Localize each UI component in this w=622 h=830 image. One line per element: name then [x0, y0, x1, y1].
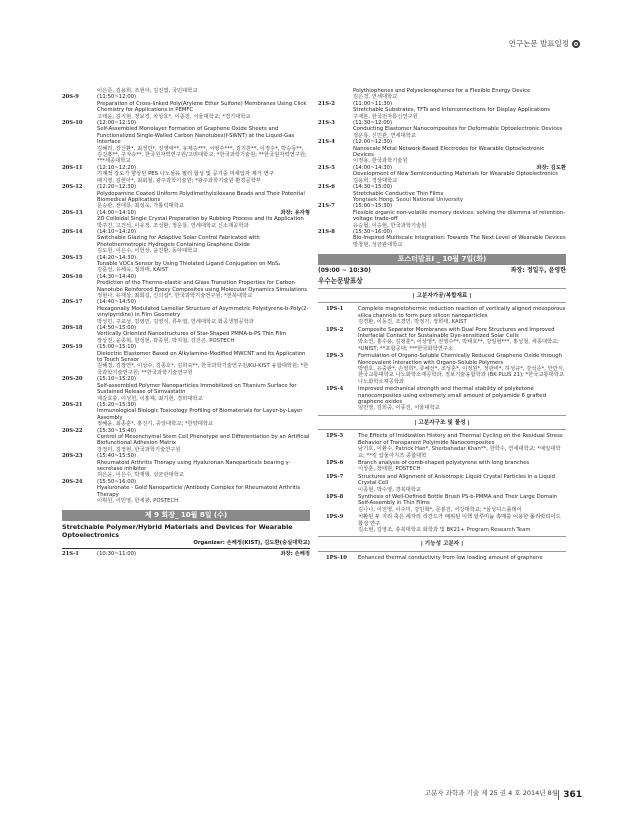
- entry-time: (11:30~12:00): [353, 120, 393, 127]
- entry-body: [353, 120, 566, 139]
- entry-code: 20S-23: [62, 453, 83, 460]
- poster-code: 1PS-10: [326, 554, 347, 561]
- entry-authors: 이휘원, 이민영, 한세광, POSTECH: [97, 498, 179, 504]
- divider-line: [318, 429, 566, 430]
- entry-code: 20S-20: [62, 376, 83, 383]
- entry-authors: 배지영, 김현아*, 최회철, 광주과학기술원; *광주과학기술원 환경공학부: [97, 177, 261, 184]
- schedule-entry: [62, 299, 310, 325]
- poster-section-heading: | 고분자구조 및 물성 |: [414, 419, 470, 426]
- session-title: Stretchable Polymer/Hybrid Materials and Devices for Wearable Optoelectronics: [62, 523, 293, 539]
- poster-title: Branch analysis of comb-shaped polystyrene with long branches: [358, 459, 530, 466]
- poster-title: Formulation of Organo-Soluble Chemically Reduced Graphene Oxide through Noncovalent Interaction with Organo-Soluble Polymers: [358, 353, 562, 366]
- schedule-entry: [62, 325, 310, 344]
- entry-time: (12:00~12:30): [353, 139, 393, 146]
- divider-line: [318, 415, 566, 416]
- entry-body: [97, 428, 310, 454]
- entry-title: Vertically Oriented Nanostructures of Star-Shaped PMMA-b-PS Thin Film: [97, 331, 287, 338]
- entry-code: 20S-17: [62, 299, 83, 306]
- entry-title: Polydopamine Coated Uniform Polydimethylsiloxane Beads and Their Potential Biomedical Applications: [97, 190, 305, 203]
- poster-authors: 이상훈, 장태현, POSTECH: [358, 466, 421, 473]
- poster-body: [358, 460, 566, 473]
- entry-code: 21S-3: [318, 120, 335, 127]
- schedule-entry: [62, 274, 310, 300]
- entry-title: Immunological Biologic Toxicology Profiling of Biomaterials for Layer-by-Layer Assembly: [97, 408, 303, 421]
- schedule-entry: [318, 165, 566, 184]
- poster-title: Synthesis of Well-Defined Bottle Brush PS-b-PMMA and Their Large Domain Self-Assembly in Thin Films: [358, 493, 558, 507]
- poster-body: [358, 353, 566, 385]
- entry-code: 20S-11: [62, 164, 83, 171]
- journal-footer: 고분자 과학과 기술 제 25 권 4 호 2014년 8월: [424, 789, 558, 797]
- entry-title: Tunable VOCs Sensor by Using Thiolated Ligand Conjugation on MoS₂: [97, 260, 281, 267]
- entry-body: [97, 299, 310, 325]
- entry-time: (15:10~15:20): [97, 376, 137, 383]
- poster-title: Composite Separator Membranes with Dual Pore Structures and Improved Interfacial Contact for Sustainable Dye-sensitized Solar Cells: [358, 326, 555, 339]
- entry-title: 기계적 강도가 향상된 PES 나노섬유 필터 합성 및 공기중 미세입자 제거 연구: [97, 171, 274, 178]
- entry-time: (11:50~12:00): [97, 94, 137, 101]
- entry-title: Hyaluronate - Gold Nanoparticle /Antibody Complex for Rheumatoid Arthritis Therapy: [97, 485, 301, 498]
- poster-authors: 김경환, 이동진, 조경민, 박정기, 정희태, KAIST: [358, 319, 467, 326]
- poster-title: The Effects of Imidization History and Thermal Cycling on the Residual Stress Behavior of Transparent Polyimide Nanocomposites: [358, 433, 563, 446]
- poster-entry: [318, 474, 566, 493]
- entry-body: [353, 229, 566, 248]
- poster-award-title: 우수논문발표상: [318, 276, 363, 285]
- poster-body: [358, 555, 566, 561]
- entry-body: [97, 453, 310, 479]
- entry-authors: 제갈호충, 이성헌, 이홍재, 최기현, 경희대학교: [97, 395, 203, 402]
- schedule-entry: [62, 229, 310, 255]
- entry-time: (15:00~15:30): [353, 203, 393, 210]
- divider-line: [318, 551, 566, 552]
- poster-body: [358, 494, 566, 513]
- poster-title: Complete magnetohermic reduction reaction of vertically aligned mesoporous silica channels to form pure silicon nanoparticles: [358, 306, 566, 319]
- entry-title: Polythiophenes and Polyselenophenes for a Flexible Energy Device: [353, 88, 531, 94]
- schedule-entry: [318, 184, 566, 203]
- entry-code: 21S-7: [318, 203, 335, 210]
- poster-time: (09:00 ~ 10:30): [318, 267, 371, 275]
- poster-title: Structures and Alignment of Anisotropic Liquid Crystal Particles in a Liquid Crystal Cell: [358, 473, 555, 487]
- entry-title: Self-Assembled Monolayer Formation of Graphene Oxide Sheets and Functionalized Single-Walled Carbon Nanotubes(f-SWNT) at the Liquid-Gas Interface: [97, 126, 295, 146]
- poster-chair: 좌장: 정일두, 윤영한: [510, 267, 566, 275]
- page-number: 361: [558, 790, 582, 800]
- entry-time: (15:30~16:00): [353, 228, 393, 235]
- poster-section-heading: | 고분자가공/복합재료 |: [412, 292, 472, 299]
- poster-entry: [318, 327, 566, 353]
- session-organizer: Organizer: 손해정(KIST), 김도환(숭실대학교): [193, 539, 310, 546]
- schedule-entry: [62, 376, 310, 402]
- entry-time: (12:20~12:30): [97, 184, 137, 191]
- poster-entry: [318, 494, 566, 513]
- divider-line: [318, 536, 566, 537]
- entry-code: 20S-12: [62, 184, 83, 191]
- entry-time: (15:00~15:10): [97, 344, 137, 351]
- entry-title: Control of Mesenchymal Stem Cell Phenotype and Differentiation by an Artificial Biofunctional Adhesion Matrix: [97, 433, 310, 447]
- poster-authors: 박병호, 유중완*, 손영희*, 류혜선*, 조성훈*, 이정원*, 정관비*, 하성규*, 강석준*, 안만식, 한국교통대학교 나노화학소재공학과, 정보기술융합학과 (BK PLUS 21); *한국교통대학교 나노화학소재공학과: [358, 366, 565, 385]
- poster-code: 1PS-2: [326, 326, 344, 333]
- poster-body: [358, 327, 566, 353]
- entry-title: Self-assembled Polymer Nanoparticles Immobilized on Titanium Surface for Sustained Release of Simvastatin: [97, 382, 297, 396]
- schedule-entry: [62, 165, 310, 184]
- session-chair: 좌장: 손해정: [280, 551, 310, 557]
- entry-time: (14:00~14:30): [353, 164, 393, 171]
- entry-time: (12:00~12:10): [97, 120, 137, 127]
- schedule-entry: [62, 255, 310, 274]
- entry-body: [97, 479, 310, 505]
- entry-authors: 문승관, 전대룡, 최성욱, 가톨릭대학교: [97, 203, 184, 210]
- entry-body: [97, 325, 310, 344]
- entry-body: [97, 402, 310, 428]
- schedule-entry: [62, 428, 310, 454]
- poster-entry: [318, 514, 566, 533]
- poster-title: Improved mechanical strength and thermal stability of polyketone nanocomposites using extremely small amount of polyamide 6 grafted graphene oxides: [358, 386, 546, 406]
- entry-authors: 방창현, 성균관대학교: [353, 241, 403, 248]
- entry-authors: 박주진, 고건석, 이유정, 조성환, 정운룡, 연세대학교 신소재공학과: [97, 222, 249, 229]
- schedule-entry: [62, 551, 310, 557]
- poster-authors: 임민영, 김희중, 이종진, 서울대학교: [358, 405, 440, 412]
- entry-authors: 이은준, 김용희, 조현아, 김진엽, 국민대학교: [97, 88, 198, 94]
- entry-code: 20S-9: [62, 94, 79, 101]
- poster-code: 1PS-1: [326, 306, 344, 313]
- entry-time: (15:50~16:00): [97, 478, 137, 485]
- poster-code: 1PS-3: [326, 353, 344, 360]
- poster-code: 1PS-7: [326, 473, 344, 480]
- entry-title: Stretchable Substrates, TFTs and Interconnections for Display Applications: [353, 107, 551, 114]
- entry-code: 20S-16: [62, 273, 83, 280]
- circle-bullet-icon: [572, 40, 580, 48]
- entry-title: Bio-Inspired Multiscale Integration: Towards The Next Level of Wearable Devices: [353, 235, 566, 242]
- schedule-entry: [62, 402, 310, 428]
- entry-code: 20S-18: [62, 325, 83, 332]
- entry-code: 20S-13: [62, 209, 83, 216]
- entry-body: [97, 274, 310, 300]
- entry-time: (10:30~11:00): [97, 551, 137, 557]
- schedule-entry: [62, 120, 310, 165]
- poster-code: 1PS-6: [326, 459, 344, 466]
- entry-body: [97, 120, 310, 165]
- entry-time: (14:20~14:30): [97, 254, 137, 261]
- poster-authors: 남기호, 이환수, Patrick Han*, Sherbahadar Khan**, 한학수, 연세대학교; *예일대학교; **킹 압둘아지즈 종합대학: [358, 446, 561, 459]
- entry-authors: 구재본, 한국전자통신연구원: [353, 113, 418, 120]
- entry-authors: 이정용, 한국과학기술원: [353, 158, 408, 165]
- entry-code: 21S-5: [318, 164, 335, 171]
- entry-body: [97, 94, 310, 120]
- poster-title: 치환된 두 지리 축은 세자리 리간드가 배위된 이핵 알루미늄 촉매를 이용한 폴리락티이드 합성 연구: [358, 514, 561, 527]
- entry-title: 2D Colloidal Single Crystal Preparation by Rubbing Process and Its Application: [97, 216, 304, 223]
- poster-authors: 박소연, 홍수용, 김정훈*, 이상영*, 권영수**, 박태호**, 강일현***, 홍성철, 세종대학교; *UNIST; **포항공대; ***한국화학연구소: [358, 339, 559, 352]
- entry-title: Development of New Semiconducting Materials for Wearable Optoelectronics: [353, 171, 558, 178]
- poster-entry: [318, 353, 566, 385]
- schedule-entry: [62, 94, 310, 120]
- entry-title: Stretchable Conductive Thin Films: [353, 190, 444, 197]
- entry-code: 20S-10: [62, 120, 83, 127]
- entry-code: 21S-1: [62, 551, 79, 557]
- poster-entry: [318, 433, 566, 459]
- poster-entry: [318, 386, 566, 412]
- entry-authors: 박성민, 구교성, 김영민, 김영식, 류두열, 연세대학교 화공생명공학과: [97, 318, 254, 325]
- entry-title: Conducting Elastomer Nanocomposites for Deformable Optoelectronic Devices: [353, 126, 563, 133]
- poster-authors: 이종현, 박수영, 경북대학교: [358, 486, 422, 493]
- poster-authors: 김소현, 김영조, 충북대학교 화학과 및 BK21+ Program Research Team: [358, 526, 531, 533]
- entry-title: Preparation of Cross-linked Poly(Arylene Ether Sulfone) Membranes Using Click Chemistry for Applications in PEMFC: [97, 100, 307, 114]
- entry-body: [97, 210, 310, 229]
- entry-code: 20S-22: [62, 427, 83, 434]
- entry-authors: 김용희, 경상대학교: [353, 177, 398, 184]
- schedule-entry: [318, 139, 566, 165]
- section-header-title: 연구논문 발표일정: [508, 39, 569, 48]
- entry-body: [353, 203, 566, 229]
- poster-section-heading: | 기능성 고분자 |: [420, 541, 464, 548]
- entry-time: (15:20~15:30): [97, 401, 137, 408]
- entry-title: Flexible organic non-volatile memory devices: solving the dilemma of retention-voltage trade-off: [353, 209, 566, 223]
- schedule-entry: [62, 184, 310, 210]
- entry-title: Rheumatoid Arthritis Therapy using Hyaluronan Nanoparticels bearing γ-secretase inhibitor: [97, 459, 291, 472]
- entry-body: [97, 229, 310, 255]
- poster-body: [358, 433, 566, 459]
- schedule-entry: [62, 479, 310, 505]
- poster-entry: [318, 460, 566, 473]
- entry-time: (14:30~15:00): [353, 184, 393, 191]
- entry-code: 21S-8: [318, 228, 335, 235]
- entry-code: 20S-15: [62, 254, 83, 261]
- entry-title: Dielectric Elastomer Based on Alkylamine-Modified MWCNT and Its Application to Touch Sensor: [97, 350, 306, 364]
- session-banner: 제 9 회장_ 10월 8일 (수): [62, 510, 310, 521]
- divider-line: [318, 302, 566, 303]
- schedule-entry: [62, 210, 310, 229]
- poster-entry: [318, 555, 566, 561]
- entry-time: (15:30~15:40): [97, 427, 137, 434]
- entry-authors: 김혜리, 강신환*, 최성민*, 장영애**, 유제승***, 서영수***, 김기찬**, 이정수*, 박승동**, 김진홍**, 구자승**, 한국원자력연구원/고려대학교; *한국과학기술원; **한국원자력연구원; ***세종대학교: [97, 145, 307, 165]
- entry-time: (14:10~14:20): [97, 228, 137, 235]
- entry-time: (14:30~14:40): [97, 273, 137, 280]
- entry-time: (12:10~12:20): [97, 164, 137, 171]
- entry-code: [318, 88, 353, 101]
- entry-time: (14:50~15:00): [97, 325, 137, 332]
- entry-authors: 유승협, 이승현, 한국과학기술원: [353, 222, 427, 229]
- entry-time: (11:00~11:30): [353, 100, 393, 107]
- session-chair: 좌장: 김도환: [536, 164, 566, 171]
- entry-time: (14:00~14:10): [97, 209, 137, 216]
- entry-authors: 강정미, 김정현, 한국과학기술연구원: [97, 446, 181, 453]
- session-chair: 좌장: 유자형: [280, 209, 310, 216]
- entry-body: [97, 376, 310, 402]
- entry-authors: 허은윤, 이은수, 박재형, 성균관대학교: [97, 472, 184, 479]
- entry-authors: 김준선, 유해욱, 정희태, KAIST: [97, 267, 169, 274]
- poster-authors: 김나나, 이진영, 이수미, 강민혁*, 문봉진, 서강대학교; *삼성디스플레이: [358, 506, 522, 513]
- right-column: [318, 88, 566, 562]
- entry-body: [353, 165, 566, 184]
- schedule-entry: [318, 120, 566, 139]
- entry-authors: 김혜경, 김장연*, 이상수, 김종호*, 김희숙**, 한국과학기술연구원/KU-KIST 융합대학원; *한국과학기술연구원; **한국과학기술연구원: [97, 363, 309, 376]
- entry-authors: 정운룡, 신민관, 연세대학교: [353, 132, 417, 139]
- poster-code: 1PS-5: [326, 433, 344, 440]
- schedule-entry: [62, 453, 310, 479]
- entry-authors: 장상진, 윤종혁, 한성현, 곽종현, 박지철, 김진곤, POSTECH: [97, 337, 235, 344]
- poster-code: 1PS-4: [326, 386, 344, 393]
- schedule-entry: [318, 229, 566, 248]
- entry-title: Prediction of the Thermo-elastic and Glass Transition Properties for Carbon Nanotube Reinforced Epoxy Composites using Molecular Dynamics Simulations: [97, 280, 308, 293]
- entry-authors: 정현나, 유재상, 최회길, 신의섭*, 한국과학기술연구원; *전북대학교: [97, 293, 253, 299]
- poster-time-line: [318, 268, 566, 274]
- poster-body: [358, 386, 566, 412]
- entry-body: [97, 165, 310, 184]
- poster-code: 1PS-8: [326, 493, 344, 500]
- section-header: [509, 38, 580, 49]
- entry-authors: 정혜윤, 최종훈*, 홍진기, 중앙대학교; *한양대학교: [97, 421, 214, 428]
- divider-line: [318, 288, 566, 289]
- entry-body: [353, 101, 566, 120]
- poster-body: [358, 514, 566, 533]
- entry-body: [97, 255, 310, 274]
- divider-line: [62, 548, 310, 549]
- entry-time: (15:40~15:50): [97, 453, 137, 460]
- poster-banner: 포스터발표Ⅰ _ 10월 7일(화): [318, 254, 566, 265]
- entry-code: 20S-19: [62, 344, 83, 351]
- entry-authors: 김도원, 이은수, 이헌상, 윤진환, 동아대학교: [97, 248, 198, 255]
- entry-body: [353, 139, 566, 165]
- entry-authors: 고태윤, 김기현, 정보경, 차상호*, 이종진, 서울대학교; *경기대학교: [97, 113, 251, 120]
- entry-code: 21S-6: [318, 184, 335, 191]
- poster-title: Enhanced thermal conductivity from low loading amount of graphene: [358, 554, 543, 561]
- entry-authors: 김은경, 연세대학교: [353, 94, 398, 101]
- poster-body: [358, 474, 566, 493]
- entry-body: [353, 184, 566, 203]
- entry-body: [353, 88, 566, 101]
- entry-time: (14:40~14:50): [97, 299, 137, 306]
- entry-title: Switchable Glazing for Adaptive Solar Control Fabricated with Photothermotropic Hydrogels Containing Graphene Oxide: [97, 235, 260, 248]
- poster-code: 1PS-9: [326, 514, 344, 521]
- entry-time-line: [97, 551, 310, 557]
- entry-code: 21S-4: [318, 139, 335, 146]
- entry-code: 20S-21: [62, 401, 83, 408]
- schedule-entry: [318, 101, 566, 120]
- entry-code: 20S-24: [62, 478, 83, 485]
- schedule-entry: [318, 88, 566, 101]
- left-column: [62, 88, 310, 557]
- poster-body: [358, 306, 566, 325]
- entry-body: [97, 344, 310, 376]
- schedule-entry: [318, 203, 566, 229]
- poster-entry: [318, 306, 566, 325]
- entry-code: 21S-2: [318, 100, 335, 107]
- entry-authors: Yongtaek Hong, Seoul National University: [353, 196, 463, 203]
- entry-title: Nanoscale Metal Network-Based Electrodes for Wearable Optoelectronic Devices: [353, 145, 545, 159]
- schedule-entry: [62, 344, 310, 376]
- entry-code: 20S-14: [62, 228, 83, 235]
- entry-body: [97, 184, 310, 210]
- entry-title: Hexagonally Modulated Lamellar Structure of Asymmetric Polystyrene-b-Poly(2-vinylpyridine) in Film Geometry: [97, 305, 309, 319]
